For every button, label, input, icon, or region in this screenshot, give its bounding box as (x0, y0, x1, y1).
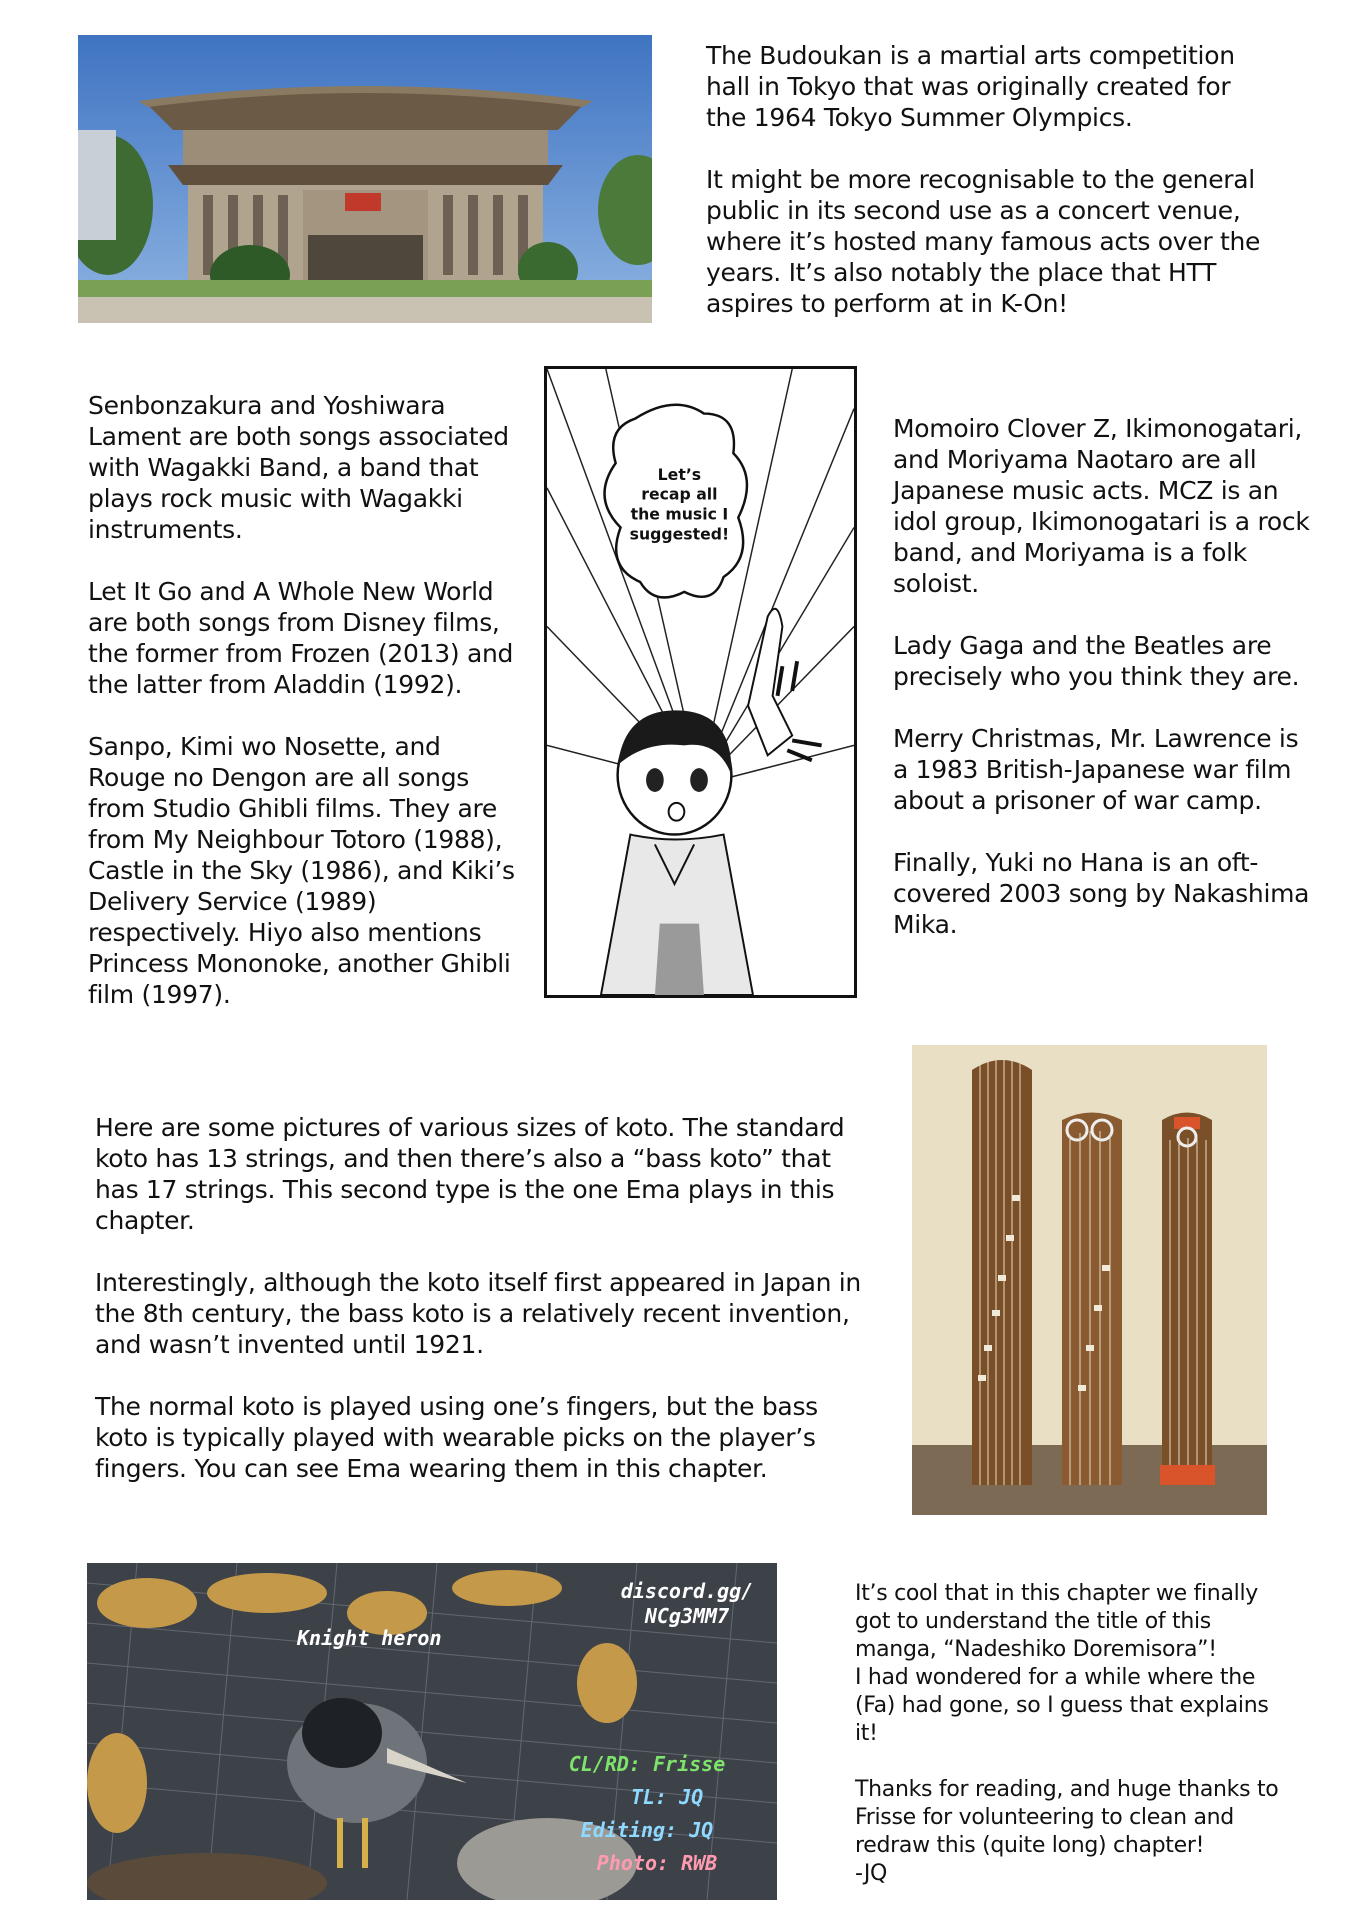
koto-photo (912, 1045, 1267, 1515)
budokan-paragraph: It might be more recognisable to the general public in its second use as a concert venue, where it’s hosted many famous acts over the years. It’s also notably the place that HTT aspires to perform at in K-On! (706, 165, 1261, 318)
music-right-paragraph: Momoiro Clover Z, Ikimonogatari, and Moriyama Naotaro are all Japanese music acts. MCZ is an idol group, Ikimonogatari is a rock band, and Moriyama is a folk soloist. (893, 414, 1310, 598)
bubble-line: recap all (641, 484, 718, 504)
bubble-line: Let’s (657, 464, 702, 484)
koto-text (95, 1112, 875, 1484)
heron-label: Knight heron (297, 1626, 442, 1650)
music-left-paragraph: Senbonzakura and Yoshiwara Lament are both songs associated with Wagakki Band, a band that plays rock music with Wagakki instruments. (88, 391, 509, 544)
manga-panel (544, 366, 857, 998)
koto-paragraph: Interestingly, although the koto itself first appeared in Japan in the 8th century, the bass koto is a relatively recent invention, and wasn’t invented until 1921. (95, 1268, 861, 1359)
credit-line: Photo: RWB (596, 1851, 718, 1875)
music-left-paragraph: Sanpo, Kimi wo Nosette, and Rouge no Dengon are all songs from Studio Ghibli films. They are from My Neighbour Totoro (1988), Castle in the Sky (1986), and Kiki’s Delivery Service (1989) respectively. Hiyo also mentions Princess Mononoke, another Ghibli film (1997). (88, 732, 515, 1009)
music-right-paragraph: Finally, Yuki no Hana is an oft-covered 2003 song by Nakashima Mika. (893, 848, 1310, 939)
budokan-photo (78, 35, 652, 323)
discord-line: NCg3MM7 (644, 1604, 730, 1628)
music-left-paragraph: Let It Go and A Whole New World are both songs from Disney films, the former from Frozen (2013) and the latter from Aladdin (1992). (88, 577, 514, 699)
bubble-line: the music I (630, 504, 729, 524)
music-left-text (88, 390, 518, 1010)
koto-paragraph: Here are some pictures of various sizes of koto. The standard koto has 13 strings, and then there’s also a “bass koto” that has 17 strings. This second type is the one Ema plays in this chapter. (95, 1113, 845, 1235)
closing-text (855, 1580, 1285, 1888)
music-right-text (893, 413, 1313, 940)
credit-line: TL: JQ (630, 1785, 704, 1809)
budokan-paragraph: The Budoukan is a martial arts competition hall in Tokyo that was originally created for the 1964 Tokyo Summer Olympics. (706, 41, 1235, 132)
heron-photo (87, 1563, 777, 1900)
closing-paragraph: It’s cool that in this chapter we finally got to understand the title of this manga, “Nadeshiko Doremisora”! I had wondered for a while where the (Fa) had gone, so I guess that explains it! (855, 1581, 1269, 1746)
discord-line: discord.gg/ (620, 1579, 754, 1603)
koto-paragraph: The normal koto is played using one’s fingers, but the bass koto is typically played with wearable picks on the player’s fingers. You can see Ema wearing them in this chapter. (95, 1392, 818, 1483)
music-right-paragraph: Merry Christmas, Mr. Lawrence is a 1983 British-Japanese war film about a prisoner of war camp. (893, 724, 1299, 815)
closing-paragraph: Thanks for reading, and huge thanks to Frisse for volunteering to clean and redraw this (quite long) chapter! -JQ (855, 1777, 1279, 1886)
budokan-text (706, 40, 1266, 319)
credit-line: CL/RD: Frisse (568, 1752, 726, 1776)
bubble-line: suggested! (629, 524, 730, 544)
music-right-paragraph: Lady Gaga and the Beatles are precisely who you think they are. (893, 631, 1300, 691)
credit-line: Editing: JQ (580, 1818, 714, 1842)
